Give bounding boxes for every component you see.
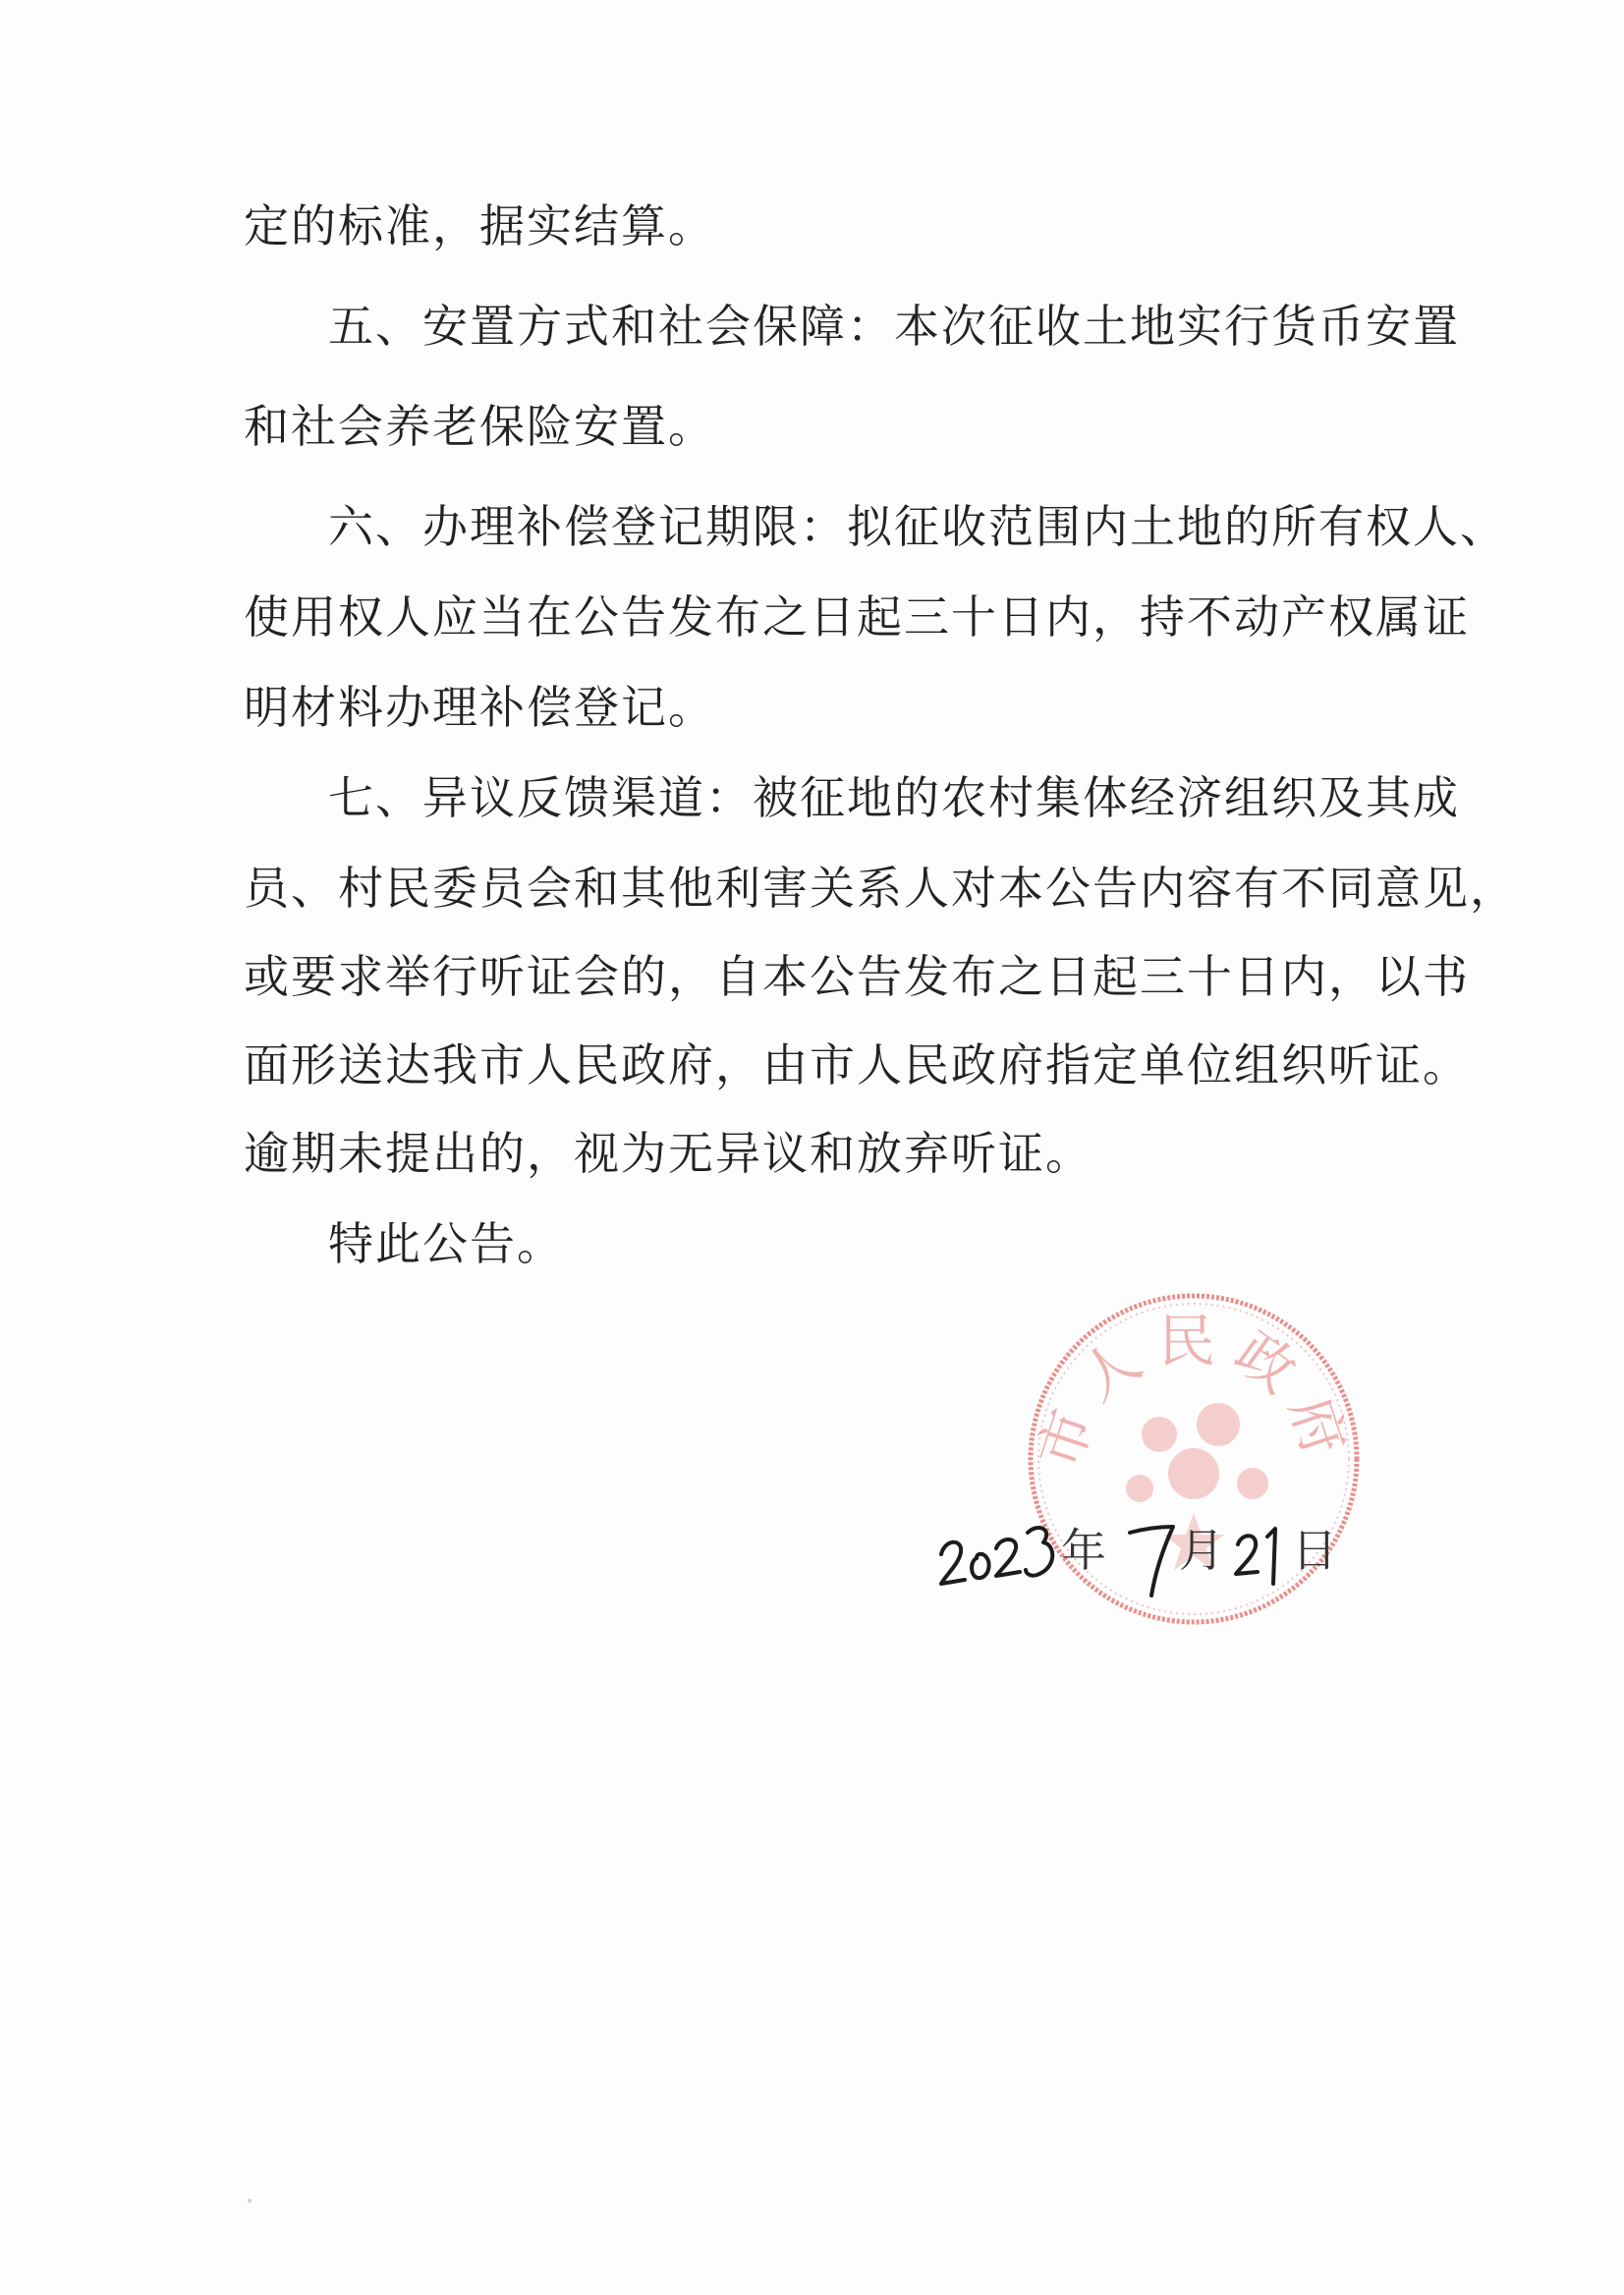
section-7-line-5: 逾期未提出的，视为无异议和放弃听证。	[244, 1127, 1092, 1180]
date-day-unit: 日	[1292, 1524, 1337, 1577]
date-month-unit: 月	[1179, 1524, 1224, 1577]
date-year-unit: 年	[1061, 1524, 1106, 1577]
section-7-line-4: 面形送达我市人民政府，由市人民政府指定单位组织听证。	[244, 1038, 1470, 1092]
section-5-line-2: 和社会养老保险安置。	[244, 400, 715, 453]
seal-text: 市人民政府	[1025, 1308, 1363, 1477]
scan-speck	[248, 2199, 252, 2203]
section-6-line-2: 使用权人应当在公告发布之日起三十日内，持不动产权属证	[244, 590, 1470, 644]
handwritten-day	[1236, 1529, 1275, 1584]
section-7-line-3: 或要求举行听证会的，自本公告发布之日起三十日内，以书	[244, 950, 1470, 1003]
section-5-line-1: 五、安置方式和社会保障：本次征收土地实行货币安置	[328, 300, 1460, 353]
handwritten-year	[941, 1528, 1052, 1584]
section-7-line-1: 七、异议反馈渠道：被征地的农村集体经济组织及其成	[328, 771, 1460, 824]
body-line-1: 定的标准，据实结算。	[244, 199, 715, 252]
section-6-line-3: 明材料办理补偿登记。	[244, 681, 715, 734]
date-signature	[933, 1493, 1366, 1601]
closing-line: 特此公告。	[328, 1217, 564, 1270]
handwritten-month	[1130, 1527, 1173, 1595]
section-7-line-2: 员、村民委员会和其他利害关系人对本公告内容有不同意见，	[244, 862, 1517, 915]
section-6-line-1: 六、办理补偿登记期限：拟征收范围内土地的所有权人、	[328, 500, 1507, 553]
